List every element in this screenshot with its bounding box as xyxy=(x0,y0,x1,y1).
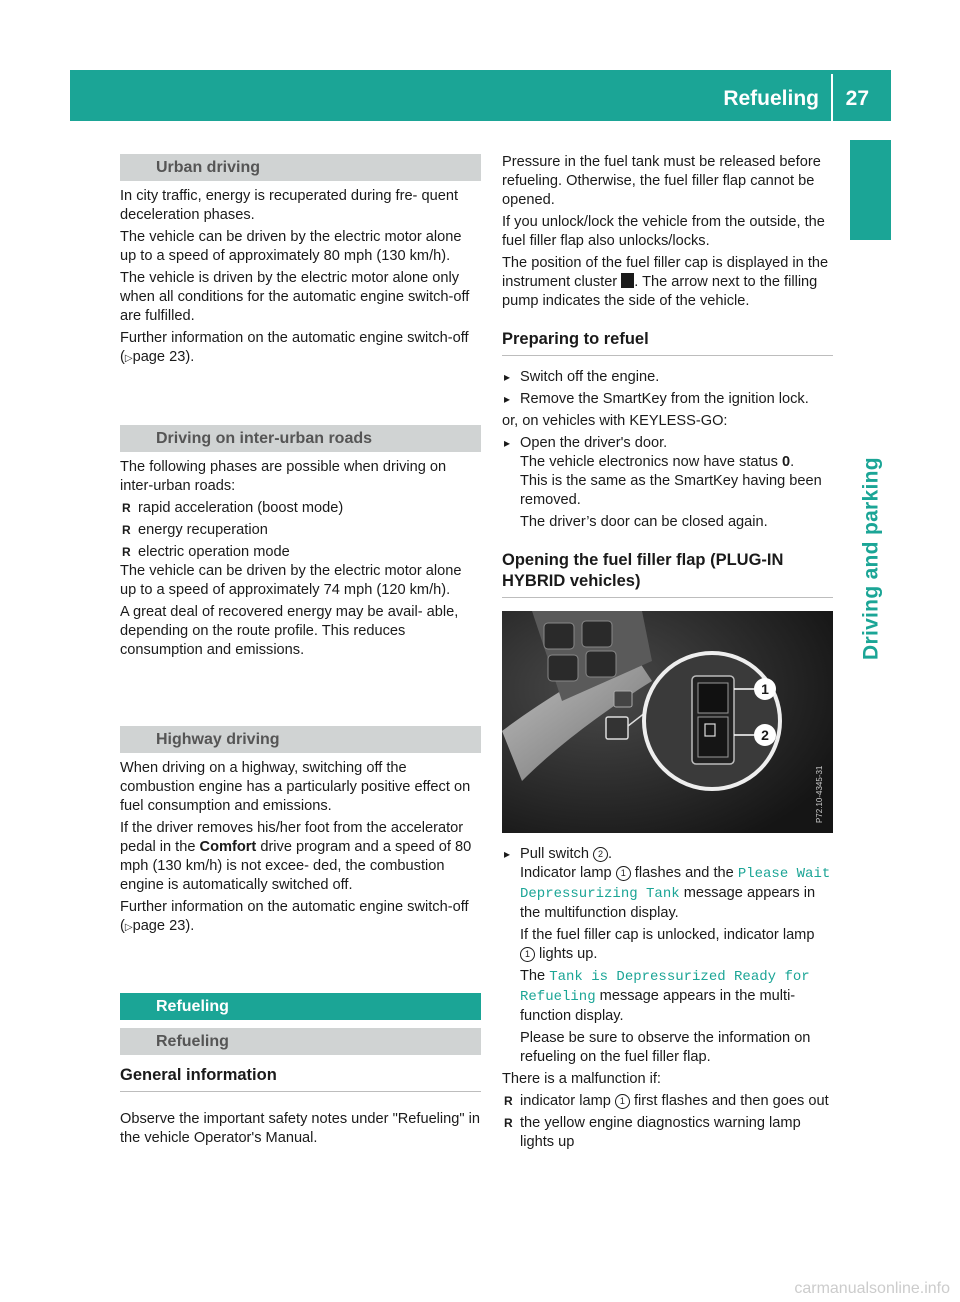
heading-refueling: Refueling xyxy=(120,1028,481,1055)
step: ▸ Switch off the engine. xyxy=(502,368,833,387)
heading-urban-driving: Urban driving xyxy=(120,154,481,181)
step-result: If the fuel filler cap is unlocked, indicator lamp 1 lights up. xyxy=(520,927,815,962)
fuel-pump-icon xyxy=(621,273,634,288)
chapter-tab xyxy=(850,140,891,240)
paragraph: The vehicle is driven by the electric motor alone only when all conditions for the automatic engine switch-off are fulfilled. xyxy=(120,270,470,324)
paragraph: When driving on a highway, switching off the combustion engine has a particularly positive effect on fuel consumption and emissions. xyxy=(120,760,471,814)
heading-inter-urban: Driving on inter-urban roads xyxy=(120,425,481,452)
running-header-title: Refueling xyxy=(723,87,819,110)
callout-2 xyxy=(754,724,776,746)
paragraph: If the driver removes his/her foot from the accelerator pedal in the Comfort drive program and a speed of 80 mph (130 km/h) is not excee- ded, the combustion engine is automatically switched off. xyxy=(120,820,472,893)
chapter-label: Driving and parking xyxy=(859,457,883,660)
callout-label: 1 xyxy=(761,681,769,697)
page-link[interactable]: page 23). xyxy=(132,918,195,934)
switch-photo-illustration xyxy=(502,611,833,833)
list-item: R electric operation mode xyxy=(120,543,481,562)
callout-1-icon: 1 xyxy=(616,866,631,881)
step: ▸ Pull switch 2 . xyxy=(502,845,833,864)
step-note: The driver’s door can be closed again. xyxy=(520,514,768,530)
paragraph: The position of the fuel filler cap is displayed in the instrument cluster . The arrow next to the filling pump indicates the side of the vehicle. xyxy=(502,255,829,309)
list-item: R energy recuperation xyxy=(120,521,481,540)
paragraph: There is a malfunction if: xyxy=(502,1071,661,1087)
header-divider xyxy=(831,74,833,121)
callout-1-icon: 1 xyxy=(615,1094,630,1109)
heading-preparing-to-refuel: Preparing to refuel xyxy=(502,329,833,356)
paragraph: Further information on the automatic engine switch-off (▷page 23). xyxy=(120,899,469,934)
photo-code: P72.10-4345-31 xyxy=(815,765,824,823)
paragraph: Observe the important safety notes under "Refueling" in the vehicle Operator's Manual. xyxy=(120,1111,480,1146)
header-bar xyxy=(70,70,891,121)
paragraph: A great deal of recovered energy may be avail- able, depending on the route profile. This reduces consumption and emissions. xyxy=(120,604,459,658)
callout-2-icon: 2 xyxy=(593,847,608,862)
step-result: Indicator lamp 1 flashes and the Please Wait Depressurizing Tank message appears in the multifunction display. xyxy=(520,865,831,921)
paragraph: Further information on the automatic engine switch-off (▷page 23). xyxy=(120,330,469,365)
page-number: 27 xyxy=(845,87,869,110)
paragraph: The vehicle can be driven by the electric motor alone up to a speed of approximately 80 mph (130 km/h). xyxy=(120,229,462,264)
paragraph: or, on vehicles with KEYLESS-GO: xyxy=(502,413,728,429)
page-link[interactable]: page 23). xyxy=(132,349,195,365)
heading-opening-fuel-filler-flap: Opening the fuel filler flap (PLUG-IN HYBRID vehicles) xyxy=(502,550,833,598)
page-ref-arrow-icon: ▷ xyxy=(124,922,133,933)
paragraph: Pressure in the fuel tank must be released before refueling. Otherwise, the fuel filler flap cannot be opened. xyxy=(502,154,821,208)
step-result: The vehicle electronics now have status 0. xyxy=(520,454,795,470)
step: ▸ Remove the SmartKey from the ignition lock. xyxy=(502,390,833,409)
step-result: This is the same as the SmartKey having been removed. xyxy=(520,473,822,508)
callout-1-icon: 1 xyxy=(520,947,535,962)
callout-1 xyxy=(754,678,776,700)
display-message: Tank is Depressurized Ready for Refueling xyxy=(520,969,810,1005)
paragraph: The vehicle can be driven by the electric motor alone up to a speed of approximately 74 mph (120 km/h). xyxy=(120,563,462,598)
display-message: Please Wait Depressurizing Tank xyxy=(520,866,831,902)
paragraph: In city traffic, energy is recuperated during fre- quent deceleration phases. xyxy=(120,188,458,223)
heading-highway: Highway driving xyxy=(120,726,481,753)
switch-photo xyxy=(502,611,833,833)
list-item: R the yellow engine diagnostics warning lamp lights up xyxy=(502,1114,833,1152)
step: ▸ Open the driver's door. xyxy=(502,434,833,453)
step-note: Please be sure to observe the information on refueling on the fuel filler flap. xyxy=(520,1030,811,1065)
step-result: The Tank is Depressurized Ready for Refueling message appears in the multi- function display. xyxy=(520,968,810,1024)
paragraph: If you unlock/lock the vehicle from the outside, the fuel filler flap also unlocks/locks. xyxy=(502,214,825,249)
list-item: R indicator lamp 1 first flashes and then goes out xyxy=(502,1092,833,1111)
paragraph: The following phases are possible when driving on inter-urban roads: xyxy=(120,459,447,494)
list-item: R rapid acceleration (boost mode) xyxy=(120,499,481,518)
callout-label: 2 xyxy=(761,727,769,743)
section-refueling: Refueling xyxy=(120,993,481,1020)
watermark: carmanualsonline.info xyxy=(794,1280,950,1297)
page-ref-arrow-icon: ▷ xyxy=(124,353,133,364)
bullet-list xyxy=(120,499,481,562)
heading-general-information: General information xyxy=(120,1065,481,1092)
